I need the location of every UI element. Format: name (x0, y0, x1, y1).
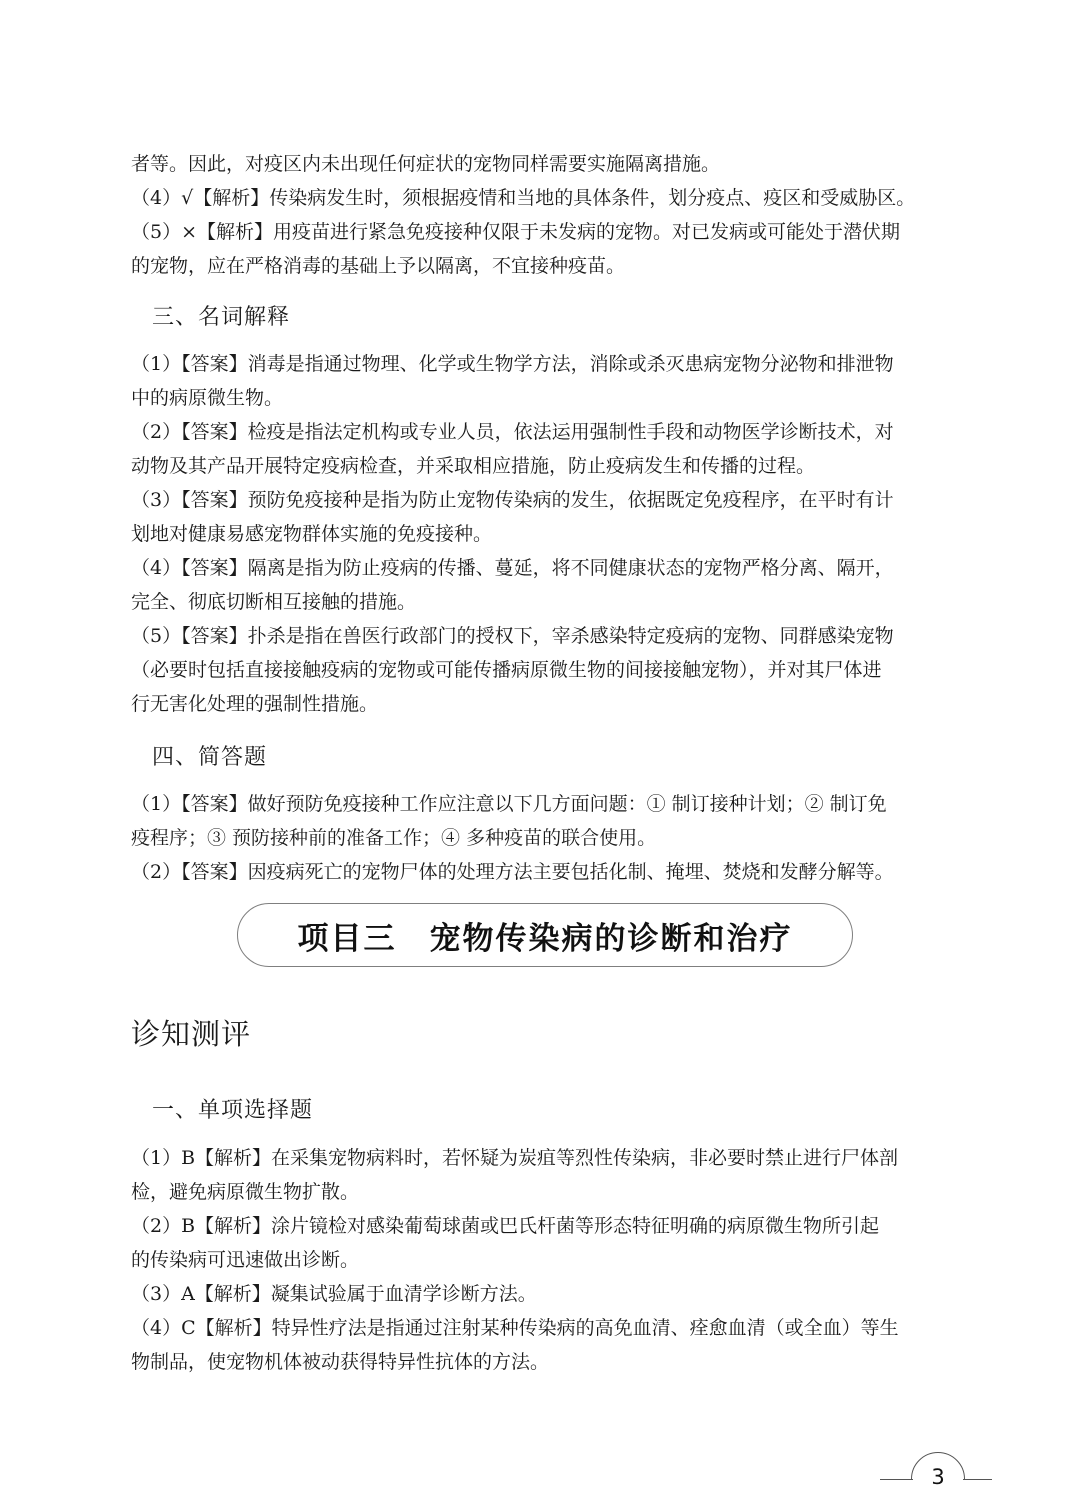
text-line: （4）【答案】隔离是指为防止疫病的传播、蔓延，将不同健康状态的宠物严格分离、隔开， (131, 557, 894, 579)
text-line: （1）B【解析】在采集宠物病料时，若怀疑为炭疽等烈性传染病，非必要时禁止进行尸体剖 (131, 1147, 899, 1169)
terms-answers (131, 347, 973, 721)
text-line: 的传染病可迅速做出诊断。 (131, 1249, 360, 1271)
section-heading-single-choice: 一、单项选择题 (152, 1098, 314, 1123)
text-line: （3）【答案】预防免疫接种是指为防止宠物传染病的发生，依据既定免疫程序，在平时有计 (131, 489, 894, 511)
text-line: （4）√【解析】传染病发生时，须根据疫情和当地的具体条件，划分疫点、疫区和受威胁区。 (131, 187, 916, 209)
text-line: 划地对健康易感宠物群体实施的免疫接种。 (131, 523, 493, 545)
text-line: 物制品，使宠物机体被动获得特异性抗体的方法。 (131, 1351, 550, 1373)
single-choice-answers (131, 1141, 973, 1379)
short-answers (131, 787, 973, 889)
text-line: （2）【答案】检疫是指法定机构或专业人员，依法运用强制性手段和动物医学诊断技术，对 (131, 421, 894, 443)
text-line: （4）C【解析】特异性疗法是指通过注射某种传染病的高免血清、痊愈血清（或全血）等生 (131, 1317, 899, 1339)
continued-answers (131, 147, 973, 283)
page-number: 3 (931, 1465, 945, 1489)
section-heading-terms: 三、名词解释 (152, 305, 291, 330)
text-line: 完全、彻底切断相互接触的措施。 (131, 591, 417, 613)
text-line: （5）×【解析】用疫苗进行紧急免疫接种仅限于未发病的宠物。对已发病或可能处于潜伏期 (131, 221, 901, 243)
page-number-badge (880, 1452, 992, 1498)
text-line: （1）【答案】消毒是指通过物理、化学或生物学方法，消除或杀灭患病宠物分泌物和排泄物 (131, 353, 894, 375)
text-line: 动物及其产品开展特定疫病检查，并采取相应措施，防止疫病发生和传播的过程。 (131, 455, 816, 477)
text-line: （3）A【解析】凝集试验属于血清学诊断方法。 (131, 1283, 537, 1305)
project-banner (237, 903, 853, 967)
text-line: （5）【答案】扑杀是指在兽医行政部门的授权下，宰杀感染特定疫病的宠物、同群感染宠物 (131, 625, 894, 647)
page-number-rule-left (880, 1479, 913, 1480)
section-heading-short-answer: 四、简答题 (152, 745, 268, 770)
text-line: （2）B【解析】涂片镜检对感染葡萄球菌或巴氏杆菌等形态特征明确的病原微生物所引起 (131, 1215, 880, 1237)
text-line: 疫程序；③ 预防接种前的准备工作；④ 多种疫苗的联合使用。 (131, 827, 657, 849)
text-line: 者等。因此，对疫区内未出现任何症状的宠物同样需要实施隔离措施。 (131, 153, 721, 175)
text-line: （2）【答案】因疫病死亡的宠物尸体的处理方法主要包括化制、掩埋、焚烧和发酵分解等。 (131, 861, 894, 883)
part-heading: 诊知测评 (131, 1017, 252, 1051)
project-title: 项目三 宠物传染病的诊断和治疗 (297, 920, 793, 957)
text-line: 中的病原微生物。 (131, 387, 284, 409)
text-line: 检，避免病原微生物扩散。 (131, 1181, 360, 1203)
text-line: （必要时包括直接接触疫病的宠物或可能传播病原微生物的间接接触宠物），并对其尸体进 (131, 659, 882, 681)
text-line: （1）【答案】做好预防免疫接种工作应注意以下几方面问题：① 制订接种计划；② 制订免 (131, 793, 887, 815)
page-number-rule-right (963, 1479, 992, 1480)
text-line: 的宠物，应在严格消毒的基础上予以隔离，不宜接种疫苗。 (131, 255, 626, 277)
text-line: 行无害化处理的强制性措施。 (131, 693, 379, 715)
